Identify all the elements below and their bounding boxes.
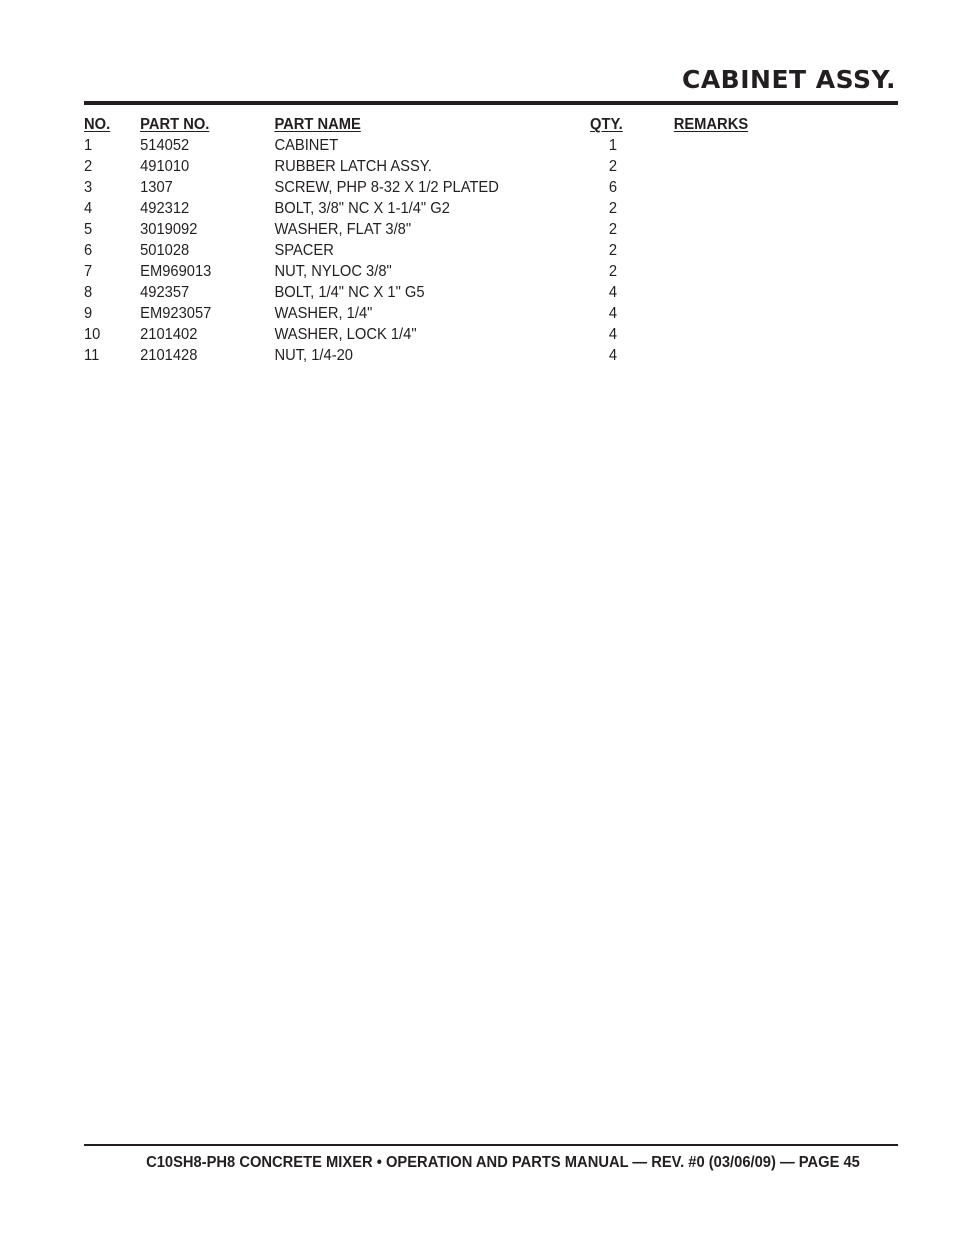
cell-part-no: 491010 [140, 158, 190, 175]
cell-part-name: SCREW, PHP 8-32 X 1/2 PLATED [274, 179, 499, 196]
cell-part-no: 1307 [140, 179, 173, 196]
cell-part-no: EM969013 [140, 263, 212, 280]
cell-qty: 1 [608, 137, 618, 154]
table-row [84, 156, 833, 177]
cell-no: 4 [84, 200, 93, 217]
cell-part-name: WASHER, LOCK 1/4" [274, 326, 417, 343]
column-header-remarks: REMARKS [673, 116, 749, 133]
table-row [84, 177, 833, 198]
cell-qty: 4 [608, 347, 618, 364]
cell-qty: 2 [608, 158, 618, 175]
column-header-part-name: PART NAME [274, 116, 361, 133]
cell-qty: 4 [608, 326, 618, 343]
cell-part-no: 501028 [140, 242, 190, 259]
cell-part-no: 492312 [140, 200, 190, 217]
cell-part-name: RUBBER LATCH ASSY. [274, 158, 432, 175]
cell-no: 10 [84, 326, 101, 343]
cell-part-name: BOLT, 3/8" NC X 1-1/4" G2 [274, 200, 450, 217]
cell-no: 2 [84, 158, 93, 175]
cell-part-name: CABINET [274, 137, 339, 154]
cell-part-name: WASHER, FLAT 3/8" [274, 221, 412, 238]
table-row [84, 240, 833, 261]
cell-part-no: 3019092 [140, 221, 198, 238]
table-row [84, 282, 833, 303]
table-row [84, 324, 833, 345]
cell-qty: 4 [608, 284, 618, 301]
cell-no: 3 [84, 179, 93, 196]
page-footer: C10SH8-PH8 CONCRETE MIXER • OPERATION AND PARTS MANUAL — REV. #0 (03/06/09) — PAGE 45 [146, 1154, 860, 1171]
table-row [84, 198, 833, 219]
cell-part-name: BOLT, 1/4" NC X 1" G5 [274, 284, 425, 301]
page-title: CABINET ASSY. [681, 65, 896, 94]
parts-table [84, 114, 833, 366]
cell-no: 5 [84, 221, 93, 238]
cell-qty: 2 [608, 263, 618, 280]
cell-no: 6 [84, 242, 93, 259]
cell-qty: 2 [608, 200, 618, 217]
cell-part-name: SPACER [274, 242, 334, 259]
cell-part-no: 2101428 [140, 347, 198, 364]
cell-no: 9 [84, 305, 93, 322]
column-header-qty: QTY. [590, 116, 623, 133]
cell-part-no: 492357 [140, 284, 190, 301]
column-header-no: NO. [84, 116, 111, 133]
table-row [84, 261, 833, 282]
cell-no: 11 [84, 347, 100, 364]
footer-divider [84, 1144, 898, 1146]
cell-part-name: NUT, NYLOC 3/8" [274, 263, 392, 280]
cell-qty: 2 [608, 221, 618, 238]
cell-part-no: 2101402 [140, 326, 198, 343]
cell-part-name: WASHER, 1/4" [274, 305, 373, 322]
column-header-part-no: PART NO. [140, 116, 210, 133]
cell-part-name: NUT, 1/4-20 [274, 347, 353, 364]
cell-part-no: 514052 [140, 137, 190, 154]
table-header-row [84, 114, 833, 135]
table-row [84, 135, 833, 156]
cell-no: 7 [84, 263, 93, 280]
cell-part-no: EM923057 [140, 305, 212, 322]
cell-qty: 6 [608, 179, 618, 196]
title-divider [84, 101, 898, 105]
table-row [84, 345, 833, 366]
cell-no: 1 [84, 137, 93, 154]
cell-no: 8 [84, 284, 93, 301]
table-row [84, 219, 833, 240]
cell-qty: 4 [608, 305, 618, 322]
table-row [84, 303, 833, 324]
cell-qty: 2 [608, 242, 618, 259]
